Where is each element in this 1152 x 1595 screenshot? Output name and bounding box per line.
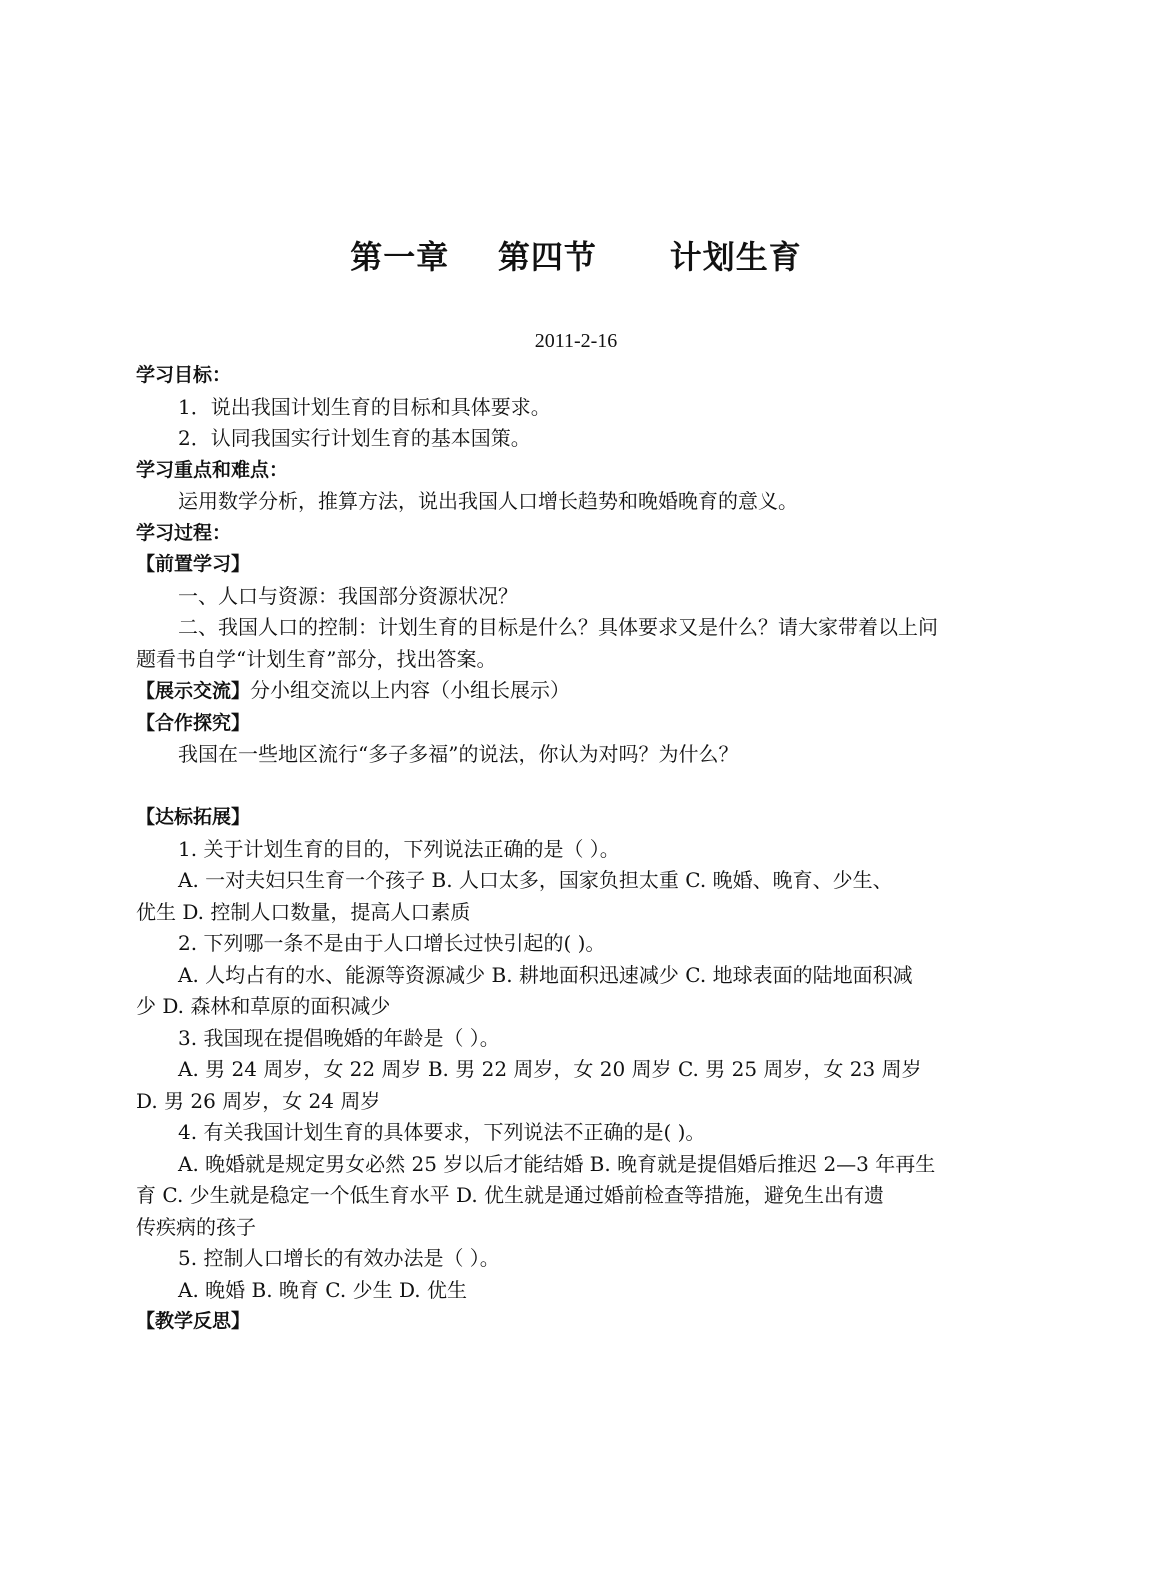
pre-study-item-continued: 题看书自学“计划生育”部分，找出答案。 [136,646,497,671]
blank-line [136,771,1000,803]
coop-heading: 【合作探究】 [136,711,251,734]
goals-heading: 学习目标： [136,364,232,386]
question-4-options-continued: 育 C. 少生就是稳定一个低生育水平 D. 优生就是通过婚前检查等措施，避免生出有遗 [136,1183,885,1207]
pre-study-heading: 【前置学习】 [136,553,251,575]
goal-item: 1．说出我国计划生育的目标和具体要求。 [178,394,551,419]
question-1-options-continued: 优生 D. 控制人口数量，提高人口素质 [136,899,471,924]
reflection-heading: 【教学反思】 [136,1310,251,1332]
question-2: 2. 下列哪一条不是由于人口增长过快引起的( )。 [178,931,606,955]
extension-heading: 【达标拓展】 [136,806,251,828]
show-line [136,675,1000,708]
page-title: 第一章 第四节 计划生育 [350,238,802,276]
question-1: 1. 关于计划生育的目的，下列说法正确的是（ ）。 [178,836,620,861]
question-2-options: A. 人均占有的水、能源等资源减少 B. 耕地面积迅速减少 C. 地球表面的陆地面积减 [178,962,913,987]
question-4-options: A. 晚婚就是规定男女必然 25 岁以后才能结婚 B. 晚育就是提倡婚后推迟 2—3 年再生 [178,1151,936,1176]
question-3-options-continued: D. 男 26 周岁，女 24 周岁 [136,1088,381,1113]
question-5-options: A. 晚婚 B. 晚育 C. 少生 D. 优生 [178,1277,467,1302]
focus-text: 运用数学分析，推算方法，说出我国人口增长趋势和晚婚晚育的意义。 [178,489,798,513]
focus-heading: 学习重点和难点： [136,458,289,481]
question-3-options: A. 男 24 周岁，女 22 周岁 B. 男 22 周岁，女 20 周岁 C. 男 25 周岁，女 23 周岁 [178,1057,922,1081]
question-1-options: A. 一对夫妇只生育一个孩子 B. 人口太多，国家负担太重 C. 晚婚、晚育、少生、 [178,868,893,892]
pre-study-item: 二、我国人口的控制：计划生育的目标是什么？具体要求又是什么？请大家带着以上问 [178,615,938,639]
process-heading: 学习过程： [136,521,232,544]
question-4-options-end: 传疾病的孩子 [136,1214,256,1239]
document-body [136,360,1000,1338]
question-4: 4. 有关我国计划生育的具体要求，下列说法不正确的是( )。 [178,1120,706,1144]
coop-text: 我国在一些地区流行“多子多福”的说法，你认为对吗？为什么？ [178,742,739,766]
show-heading: 【展示交流】 [136,680,251,702]
question-3: 3. 我国现在提倡晚婚的年龄是（ ）。 [178,1025,500,1050]
question-2-options-continued: 少 D. 森林和草原的面积减少 [136,994,391,1018]
show-text: 分小组交流以上内容（小组长展示） [250,678,571,702]
goal-item: 2．认同我国实行计划生育的基本国策。 [178,426,531,450]
question-5: 5. 控制人口增长的有效办法是（ ）。 [178,1246,500,1270]
document-date: 2011-2-16 [534,330,618,352]
pre-study-item: 一、人口与资源：我国部分资源状况？ [178,583,518,608]
